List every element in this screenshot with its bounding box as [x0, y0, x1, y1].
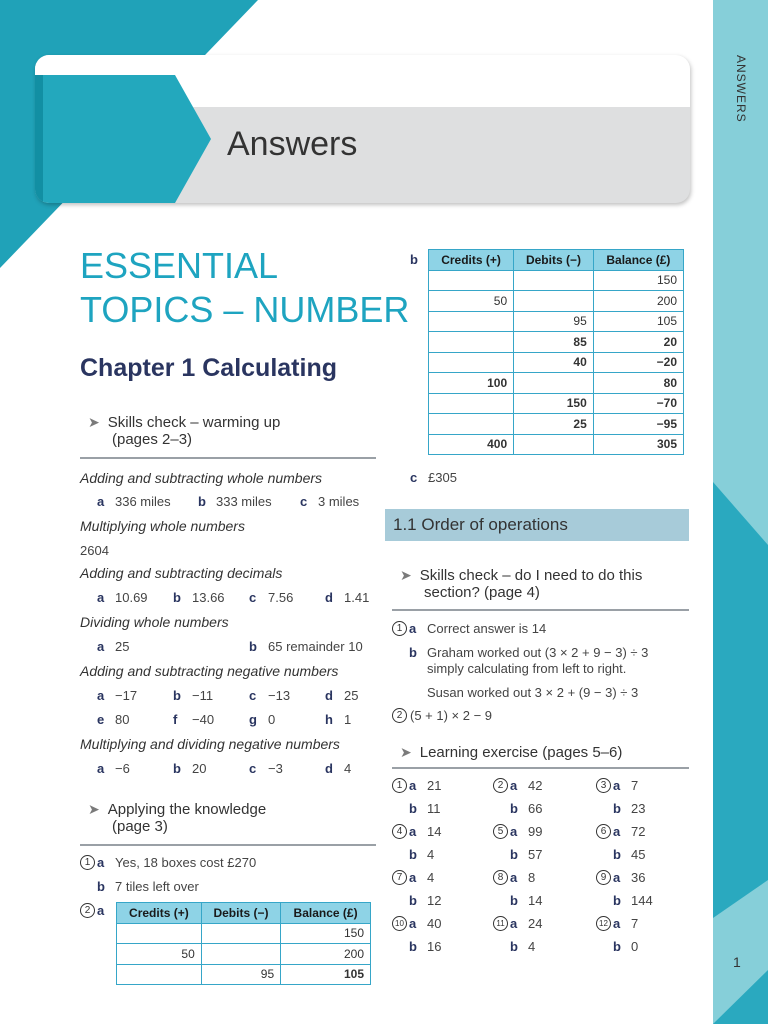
applying-line-1: Applying the knowledge	[107, 801, 267, 818]
question-number: 11	[493, 916, 508, 931]
table-row	[429, 270, 684, 291]
section-title	[80, 244, 409, 332]
label-a: a	[613, 870, 621, 885]
answer-value: −11	[192, 688, 214, 703]
skills-check-2-line-1: Skills check – do I need to do this	[419, 567, 643, 584]
table-row	[429, 352, 684, 373]
banner-title: Answers	[227, 125, 358, 163]
answer-value: 65 remainder 10	[268, 639, 363, 654]
answer-value: 7	[631, 916, 639, 931]
table-cell: 20	[593, 332, 683, 353]
label-b: b	[409, 645, 417, 660]
label-d: d	[325, 688, 333, 703]
table-row	[429, 434, 684, 455]
label-a: a	[97, 688, 105, 703]
label-a: a	[97, 494, 105, 509]
answer-value: 42	[528, 778, 543, 793]
answer-value: 2604	[80, 543, 109, 558]
answer-value: 40	[427, 916, 442, 931]
divider	[392, 609, 689, 611]
answer-value: 80	[115, 712, 130, 727]
question-number: 8	[493, 870, 508, 885]
table-cell	[514, 373, 594, 394]
table-cell: 80	[593, 373, 683, 394]
table-cell: 50	[117, 944, 202, 965]
table-header: Balance (£)	[281, 903, 371, 924]
answer-value: 1	[344, 712, 352, 727]
table-cell	[429, 414, 514, 435]
question-number-2: 2	[80, 903, 95, 918]
question-number: 12	[596, 916, 611, 931]
answer-value: 4	[528, 939, 536, 954]
answer-value: 24	[528, 916, 543, 931]
table-cell: 95	[514, 311, 594, 332]
arrow-icon: ➤	[400, 744, 412, 760]
answer-value: −17	[115, 688, 138, 703]
dividing-whole-heading: Dividing whole numbers	[80, 614, 229, 630]
table-cell: −70	[593, 393, 683, 414]
table-header: Balance (£)	[593, 250, 683, 271]
table-cell: 100	[429, 373, 514, 394]
answer-value: 25	[344, 688, 359, 703]
balance-table-a	[116, 902, 371, 985]
balance-table-b	[428, 249, 684, 455]
table-row	[429, 291, 684, 312]
question-number: 5	[493, 824, 508, 839]
page-number: 1	[733, 954, 741, 970]
skills-check-heading	[88, 414, 280, 448]
label-a: a	[409, 870, 417, 885]
table-cell: 150	[514, 393, 594, 414]
question-number: 1	[392, 778, 407, 793]
section-heading-text: 1.1 Order of operations	[393, 515, 568, 534]
section-title-line-1: ESSENTIAL	[80, 245, 279, 286]
applying-line-2: (page 3)	[112, 818, 168, 835]
answer-value: 0	[268, 712, 276, 727]
answer-value: 23	[631, 801, 646, 816]
table-header: Debits (−)	[514, 250, 594, 271]
answer-value: −6	[115, 761, 130, 776]
answer-value: 7	[631, 778, 639, 793]
answer-value: 7 tiles left over	[115, 879, 199, 894]
label-a: a	[510, 916, 518, 931]
table-cell	[117, 923, 202, 944]
label-b: b	[613, 847, 621, 862]
skills-check-line-1: Skills check – warming up	[107, 414, 281, 431]
answer-value: 144	[631, 893, 653, 908]
answer-value: 45	[631, 847, 646, 862]
answer-value: 333 miles	[216, 494, 272, 509]
table-cell	[201, 944, 280, 965]
question-number-2: 2	[392, 708, 407, 723]
answer-value: 14	[528, 893, 543, 908]
label-b: b	[173, 761, 181, 776]
table-cell	[514, 270, 594, 291]
answer-value: −3	[268, 761, 283, 776]
label-c: c	[249, 590, 257, 605]
table-row	[117, 964, 371, 985]
question-number-1: 1	[392, 621, 407, 636]
answer-value: 3 miles	[318, 494, 360, 509]
label-c: c	[410, 470, 418, 485]
answer-value: 8	[528, 870, 536, 885]
answer-value: Graham worked out (3 × 2 + 9 − 3) ÷ 3	[427, 645, 649, 660]
table-cell: 200	[281, 944, 371, 965]
table-cell: 85	[514, 332, 594, 353]
table-cell: 305	[593, 434, 683, 455]
table-cell	[514, 434, 594, 455]
label-b: b	[613, 939, 621, 954]
table-cell	[429, 352, 514, 373]
table-cell	[429, 393, 514, 414]
skills-check-2-heading	[400, 567, 642, 601]
label-b: b	[409, 801, 417, 816]
table-header: Debits (−)	[201, 903, 280, 924]
answer-value: 66	[528, 801, 543, 816]
answer-value: 20	[192, 761, 207, 776]
divider	[80, 844, 376, 846]
label-b: b	[613, 893, 621, 908]
label-b: b	[510, 893, 518, 908]
label-b: b	[409, 847, 417, 862]
table-cell	[429, 332, 514, 353]
question-number-1: 1	[80, 855, 95, 870]
label-d: d	[325, 761, 333, 776]
learning-exercise-heading	[400, 744, 622, 761]
label-e: e	[97, 712, 105, 727]
table-cell: 150	[281, 923, 371, 944]
answer-value: 57	[528, 847, 543, 862]
label-a: a	[409, 824, 417, 839]
side-tab-label: ANSWERS	[734, 55, 748, 123]
answer-value: (5 + 1) × 2 − 9	[410, 708, 493, 723]
table-row	[429, 311, 684, 332]
section-title-line-2: TOPICS – NUMBER	[80, 289, 410, 330]
table-cell: 200	[593, 291, 683, 312]
answers-banner	[35, 55, 690, 203]
answer-value: 336 miles	[115, 494, 171, 509]
table-cell	[429, 270, 514, 291]
label-a: a	[97, 639, 105, 654]
answer-value: 21	[427, 778, 442, 793]
answer-value: 11	[427, 801, 441, 816]
label-b: b	[249, 639, 257, 654]
table-cell: −95	[593, 414, 683, 435]
negatives-mult-heading: Multiplying and dividing negative numbers	[80, 736, 340, 752]
answer-value: 13.66	[192, 590, 225, 605]
right-mid-teal-shape	[713, 482, 768, 918]
answer-value: Yes, 18 boxes cost £270	[115, 855, 257, 870]
question-number: 2	[493, 778, 508, 793]
adding-decimals-heading: Adding and subtracting decimals	[80, 565, 283, 581]
table-header: Credits (+)	[117, 903, 202, 924]
divider	[392, 767, 689, 769]
table-cell: 40	[514, 352, 594, 373]
answer-value: Susan worked out 3 × 2 + (9 − 3) ÷ 3	[427, 685, 639, 700]
label-b: b	[510, 939, 518, 954]
answer-value: 99	[528, 824, 543, 839]
question-number: 10	[392, 916, 407, 931]
question-number: 3	[596, 778, 611, 793]
answer-value: 4	[427, 847, 435, 862]
answer-value: 12	[427, 893, 442, 908]
table-cell: 105	[281, 964, 371, 985]
label-b: b	[409, 939, 417, 954]
label-a: a	[613, 778, 621, 793]
label-b: b	[510, 801, 518, 816]
table-cell	[117, 964, 202, 985]
table-cell	[514, 291, 594, 312]
divider	[80, 457, 376, 459]
label-a: a	[409, 916, 417, 931]
label-b: b	[410, 252, 418, 267]
answer-value: 16	[427, 939, 442, 954]
question-number: 4	[392, 824, 407, 839]
answer-value: Correct answer is 14	[427, 621, 547, 636]
skills-check-2-line-2: section? (page 4)	[424, 584, 540, 601]
label-a: a	[510, 778, 518, 793]
table-cell	[201, 923, 280, 944]
answer-value: −13	[268, 688, 291, 703]
question-number: 6	[596, 824, 611, 839]
answer-value: simply calculating from left to right.	[427, 661, 627, 676]
table-cell: 50	[429, 291, 514, 312]
label-c: c	[249, 761, 257, 776]
table-cell: 105	[593, 311, 683, 332]
label-b: b	[613, 801, 621, 816]
adding-whole-heading: Adding and subtracting whole numbers	[80, 470, 323, 486]
skills-check-line-2: (pages 2–3)	[112, 431, 193, 448]
learning-exercise-text: Learning exercise (pages 5–6)	[419, 744, 623, 761]
label-a: a	[409, 621, 417, 636]
answer-value: 4	[344, 761, 352, 776]
table-cell: −20	[593, 352, 683, 373]
label-b: b	[409, 893, 417, 908]
question-number: 7	[392, 870, 407, 885]
arrow-icon: ➤	[88, 801, 100, 817]
answer-value: 25	[115, 639, 130, 654]
table-row	[429, 373, 684, 394]
label-h: h	[325, 712, 333, 727]
label-b: b	[97, 879, 105, 894]
answer-value: 72	[631, 824, 646, 839]
label-a: a	[409, 778, 417, 793]
table-cell: 400	[429, 434, 514, 455]
label-c: c	[300, 494, 308, 509]
question-number: 9	[596, 870, 611, 885]
table-cell: 95	[201, 964, 280, 985]
label-a: a	[97, 855, 105, 870]
label-a: a	[613, 916, 621, 931]
label-b: b	[510, 847, 518, 862]
answer-value: 1.41	[344, 590, 370, 605]
label-b: b	[173, 688, 181, 703]
label-b: b	[198, 494, 206, 509]
table-row	[117, 944, 371, 965]
answer-value: £305	[428, 470, 457, 485]
label-c: c	[249, 688, 257, 703]
banner-teal-tab	[35, 75, 215, 203]
table-cell	[429, 311, 514, 332]
label-a: a	[97, 590, 105, 605]
label-a: a	[613, 824, 621, 839]
table-row	[429, 414, 684, 435]
answer-value: 36	[631, 870, 646, 885]
label-d: d	[325, 590, 333, 605]
table-header: Credits (+)	[429, 250, 514, 271]
answer-value: 10.69	[115, 590, 148, 605]
arrow-icon: ➤	[400, 567, 412, 583]
answer-value: −40	[192, 712, 215, 727]
applying-heading	[88, 801, 266, 835]
label-a: a	[510, 870, 518, 885]
label-b: b	[173, 590, 181, 605]
label-f: f	[173, 712, 178, 727]
chapter-title: Chapter 1 Calculating	[80, 354, 337, 382]
table-row	[117, 923, 371, 944]
label-a: a	[510, 824, 518, 839]
answer-value: 7.56	[268, 590, 294, 605]
label-a: a	[97, 903, 105, 918]
table-row	[429, 393, 684, 414]
section-heading-bar	[385, 509, 689, 541]
label-g: g	[249, 712, 257, 727]
answer-value: 14	[427, 824, 442, 839]
answer-value: 0	[631, 939, 639, 954]
label-a: a	[97, 761, 105, 776]
table-cell: 25	[514, 414, 594, 435]
table-cell: 150	[593, 270, 683, 291]
answer-value: 4	[427, 870, 435, 885]
multiplying-whole-heading: Multiplying whole numbers	[80, 518, 245, 534]
negatives-add-heading: Adding and subtracting negative numbers	[80, 663, 339, 679]
arrow-icon: ➤	[88, 414, 100, 430]
table-row	[429, 332, 684, 353]
